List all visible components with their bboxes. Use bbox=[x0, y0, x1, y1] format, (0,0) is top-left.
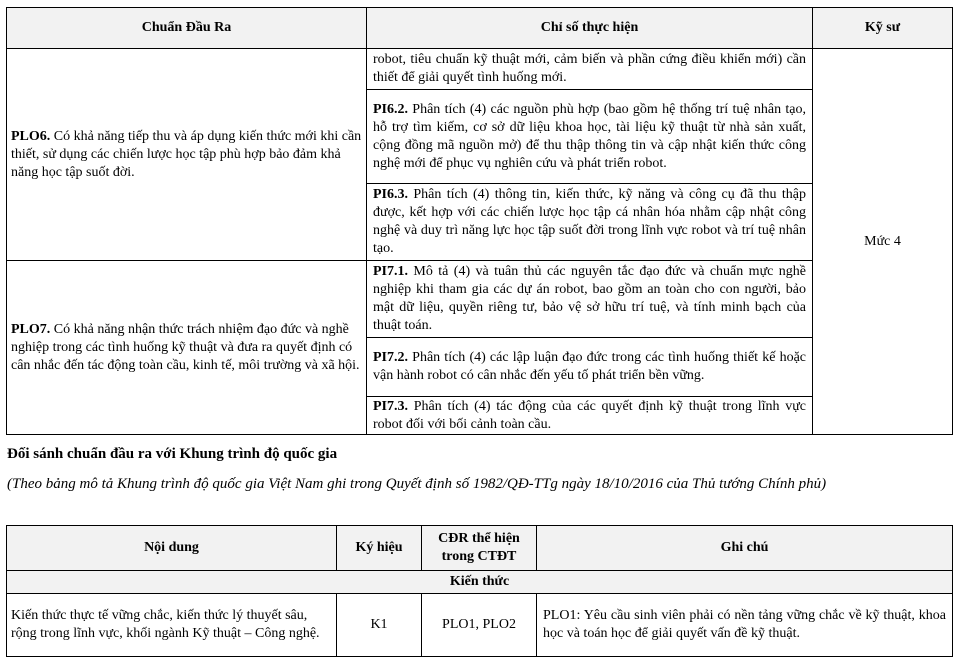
plo6-text: Có khả năng tiếp thu và áp dụng kiến thức mới khi cần thiết, sử dụng các chiến lược học tập phù hợp bảo đảm khả năng học tập suốt đời. bbox=[11, 128, 362, 180]
header-outcome: Chuẩn Đầu Ra bbox=[7, 8, 367, 49]
header-note: Ghi chú bbox=[537, 526, 953, 571]
header-engineer: Kỹ sư bbox=[813, 8, 953, 49]
framework-header-row bbox=[7, 526, 953, 571]
pi7-1-code: PI7.1. bbox=[373, 264, 408, 279]
group-row bbox=[7, 571, 953, 594]
pi6-1-text: robot, tiêu chuẩn kỹ thuật mới, cảm biến và phần cứng điều khiển mới) cần thiết để giải quyết tình huống mới. bbox=[373, 52, 806, 85]
pi6-3-code: PI6.3. bbox=[373, 187, 408, 202]
level-cell: Mức 4 bbox=[813, 49, 953, 435]
section-title: Đối sánh chuẩn đầu ra với Khung trình độ quốc gia bbox=[7, 446, 338, 462]
pi7-3-text: Phân tích (4) tác động của các quyết định kỹ thuật trong lĩnh vực robot đối với bối cảnh toàn cầu. bbox=[373, 398, 806, 432]
header-content: Nội dung bbox=[7, 526, 337, 571]
group-label: Kiến thức bbox=[7, 571, 953, 594]
pi7-2-code: PI7.2. bbox=[373, 350, 408, 365]
pi7-1-cell bbox=[367, 261, 813, 338]
plo6-code: PLO6. bbox=[11, 128, 51, 144]
plo6-cell bbox=[7, 49, 367, 261]
outcomes-header-row bbox=[7, 8, 953, 49]
pi7-3-code: PI7.3. bbox=[373, 398, 408, 414]
pi6-3-cell bbox=[367, 184, 813, 261]
pi7-2-text: Phân tích (4) các lập luận đạo đức trong các tình huống thiết kế hoặc vận hành robot có cân nhắc đến yếu tố phát triển bền vững. bbox=[373, 350, 806, 383]
header-indicator: Chỉ số thực hiện bbox=[367, 8, 813, 49]
pi6-3-text: Phân tích (4) thông tin, kiến thức, kỹ năng và công cụ đã thu thập được, kết hợp với các chiến lược học tập cá nhân hóa nhằm cập nhật công nghệ và duy trì năng lực học tập suốt đời trong lĩnh vực robot và trí tuệ nhân tạo. bbox=[373, 187, 806, 256]
header-program-outcome: CĐR thể hiện trong CTĐT bbox=[422, 526, 537, 571]
pi7-3-cell bbox=[367, 397, 813, 435]
plo7-code: PLO7. bbox=[11, 321, 51, 337]
header-symbol: Ký hiệu bbox=[337, 526, 422, 571]
pi6-2-text: Phân tích (4) các nguồn phù hợp (bao gồm hệ thống trí tuệ nhân tạo, hỗ trợ tìm kiếm, cơ sở dữ liệu khoa học, tài liệu kỹ thuật từ nhà sản xuất, cộng đồng mã nguồn mở) để thu thập thông tin và cập nhật kiến thức công nghệ mới để phục vụ nghiên cứu và phát triển robot. bbox=[373, 101, 806, 171]
section-note: (Theo bảng mô tả Khung trình độ quốc gia Việt Nam ghi trong Quyết định số 1982/QĐ-TTg ngày 18/10/2016 của Thủ tướng Chính phủ) bbox=[7, 476, 827, 492]
row-note: PLO1: Yêu cầu sinh viên phải có nền tảng vững chắc về kỹ thuật, khoa học và toán học để giải quyết vấn đề kỹ thuật. bbox=[537, 594, 953, 657]
plo7-text: Có khả năng nhận thức trách nhiệm đạo đức và nghề nghiệp trong các tình huống kỹ thuật và đưa ra quyết định có cân nhắc đến tác động toàn cầu, kinh tế, môi trường và xã hội. bbox=[11, 321, 360, 373]
pi6-1-cell bbox=[367, 49, 813, 90]
row-content: Kiến thức thực tế vững chắc, kiến thức lý thuyết sâu, rộng trong lĩnh vực, khối ngành Kỹ thuật – Công nghệ. bbox=[7, 594, 337, 657]
framework-table bbox=[6, 525, 953, 657]
pi6-2-code: PI6.2. bbox=[373, 101, 408, 117]
row-symbol: K1 bbox=[337, 594, 422, 657]
pi6-2-cell bbox=[367, 90, 813, 184]
pi7-1-text: Mô tả (4) và tuân thủ các nguyên tắc đạo đức và chuẩn mực nghề nghiệp khi tham gia các dự án robot, bao gồm an toàn cho con người, bảo mật dữ liệu, quyền riêng tư, bảo vệ sở hữu trí tuệ, và tính minh bạch của thuật toán. bbox=[373, 264, 806, 333]
table-row bbox=[7, 49, 953, 90]
table-row bbox=[7, 261, 953, 338]
row-plos: PLO1, PLO2 bbox=[422, 594, 537, 657]
outcomes-table bbox=[6, 7, 953, 435]
table-row bbox=[7, 594, 953, 657]
pi7-2-cell bbox=[367, 338, 813, 397]
plo7-cell bbox=[7, 261, 367, 435]
